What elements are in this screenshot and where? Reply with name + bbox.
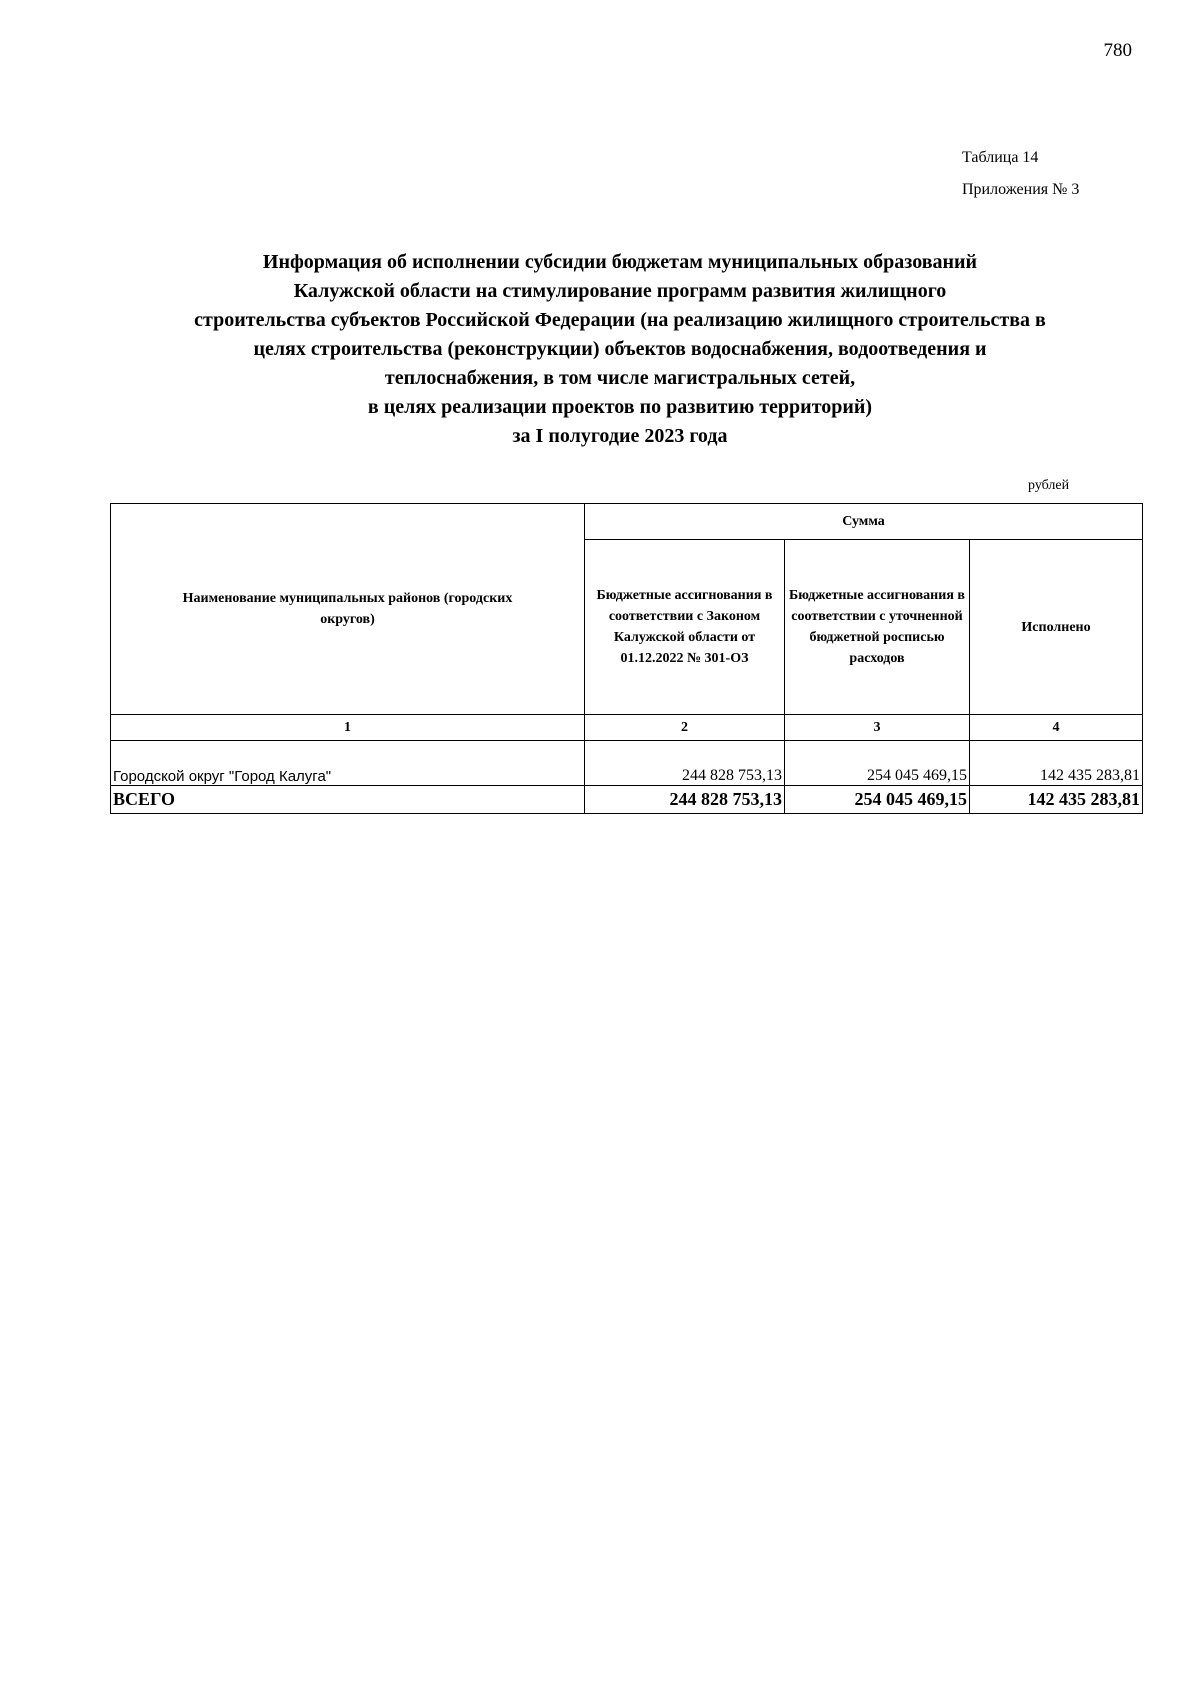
- title-line: теплоснабжения, в том числе магистральных сетей,: [384, 367, 856, 389]
- total-refined-appropriations: 254 045 469,15: [785, 786, 970, 814]
- header-refined-appropriations: Бюджетные ассигнования в соответствии с уточненной бюджетной росписью расходов: [785, 540, 970, 715]
- title-line: целях строительства (реконструкции) объектов водоснабжения, водоотведения и: [253, 338, 987, 360]
- law-appropriations-value: 244 828 753,13: [585, 741, 785, 786]
- header-row-group: [111, 504, 1143, 540]
- appendix-reference: [962, 142, 1079, 206]
- title-line: строительства субъектов Российской Федерации (на реализацию жилищного строительства в: [194, 309, 1046, 331]
- header-executed: Исполнено: [970, 540, 1143, 715]
- table-row: [111, 741, 1143, 786]
- column-number: 3: [785, 715, 970, 741]
- title-line: в целях реализации проектов по развитию территорий): [367, 396, 873, 418]
- column-number-row: [111, 715, 1143, 741]
- column-number: 4: [970, 715, 1143, 741]
- header-municipality: Наименование муниципальных районов (городских округов): [111, 504, 585, 715]
- table-label: Таблица 14: [962, 149, 1039, 166]
- title-line: Информация об исполнении субсидии бюджетам муниципальных образований: [262, 251, 978, 273]
- header-law-appropriations: Бюджетные ассигнования в соответствии с Законом Калужской области от 01.12.2022 № 301-ОЗ: [585, 540, 785, 715]
- column-number: 1: [111, 715, 585, 741]
- refined-appropriations-value: 254 045 469,15: [785, 741, 970, 786]
- title-line: за I полугодие 2023 года: [512, 425, 728, 447]
- document-title: [100, 248, 1140, 451]
- executed-value: 142 435 283,81: [970, 741, 1143, 786]
- units-label: рублей: [1028, 478, 1070, 493]
- total-law-appropriations: 244 828 753,13: [585, 786, 785, 814]
- header-sum-group: Сумма: [585, 504, 1143, 540]
- total-executed: 142 435 283,81: [970, 786, 1143, 814]
- total-label: ВСЕГО: [111, 786, 585, 814]
- title-line: Калужской области на стимулирование программ развития жилищного: [293, 280, 947, 302]
- column-number: 2: [585, 715, 785, 741]
- total-row: [111, 786, 1143, 814]
- annex-label: Приложения № 3: [962, 181, 1080, 198]
- report-table: [110, 503, 1143, 814]
- municipality-name: Городской округ "Город Калуга": [111, 741, 585, 786]
- page-number: 780: [1103, 40, 1132, 61]
